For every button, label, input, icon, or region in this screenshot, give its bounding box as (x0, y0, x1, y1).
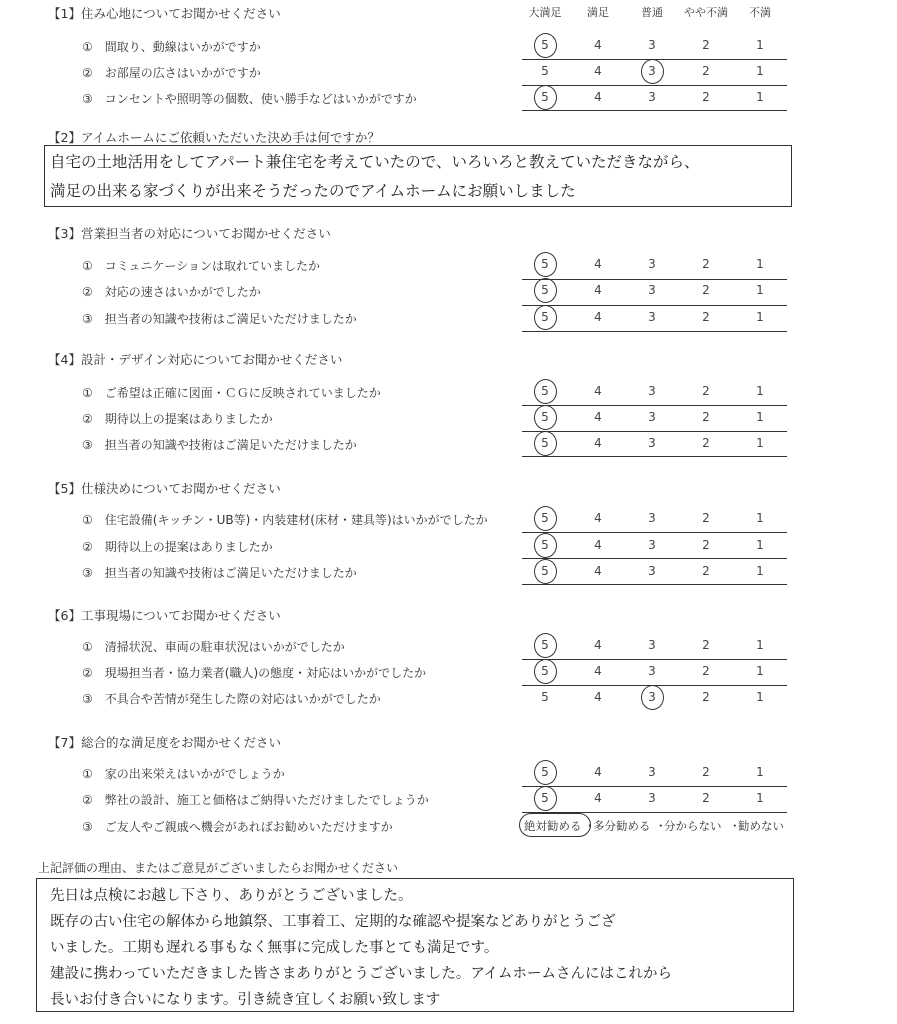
rating-option[interactable]: 2 (702, 310, 710, 324)
rating-option[interactable]: 3 (648, 791, 656, 805)
selected-rating-circle (534, 33, 557, 58)
option-separator: ・ (584, 819, 596, 833)
question-label: ② 期待以上の提案はありましたか (82, 540, 273, 554)
selected-rating-circle (534, 305, 557, 330)
answer-underline (522, 331, 787, 332)
answer-underline (522, 279, 787, 280)
question-label: ② お部屋の広さはいかがですか (82, 66, 261, 80)
rating-option[interactable]: 1 (756, 436, 764, 450)
question-label: ③ コンセントや照明等の個数、使い勝手などはいかがですか (82, 92, 417, 106)
selected-rating-circle (534, 633, 557, 658)
rating-option[interactable]: 4 (594, 64, 602, 78)
section-title: 【3】営業担当者の対応についてお聞かせください (48, 226, 331, 241)
rating-option[interactable]: 3 (648, 38, 656, 52)
question-label: ③ 不具合や苦情が発生した際の対応はいかがでしたか (82, 692, 381, 706)
section-title: 【7】総合的な満足度をお聞かせください (48, 735, 281, 750)
question-label: ② 対応の速さはいかがでしたか (82, 285, 261, 299)
rating-option[interactable]: 3 (648, 664, 656, 678)
rating-option[interactable]: 2 (702, 765, 710, 779)
rating-option[interactable]: 2 (702, 564, 710, 578)
option-separator: ・ (655, 819, 667, 833)
question-label: ③ 担当者の知識や技術はご満足いただけましたか (82, 312, 357, 326)
rating-option[interactable]: 5 (541, 791, 549, 805)
answer-underline (522, 532, 787, 533)
rating-option[interactable]: 1 (756, 511, 764, 525)
selected-rating-circle (641, 59, 664, 84)
rating-option[interactable]: 1 (756, 410, 764, 424)
rating-option[interactable]: 4 (594, 690, 602, 704)
recommend-option[interactable]: 多分勧める (593, 819, 651, 833)
rating-option[interactable]: 1 (756, 664, 764, 678)
question-label: ① 家の出来栄えはいかがでしょうか (82, 767, 285, 781)
selected-rating-circle (534, 506, 557, 531)
rating-option[interactable]: 5 (541, 310, 549, 324)
rating-option[interactable]: 3 (648, 436, 656, 450)
rating-option[interactable]: 5 (541, 90, 549, 104)
rating-option[interactable]: 1 (756, 257, 764, 271)
rating-option[interactable]: 1 (756, 765, 764, 779)
rating-option[interactable]: 1 (756, 791, 764, 805)
rating-option[interactable]: 5 (541, 64, 549, 78)
rating-option[interactable]: 3 (648, 690, 656, 704)
answer-underline (522, 558, 787, 559)
answer-underline (522, 431, 787, 432)
recommend-option[interactable]: 勧めない (738, 819, 784, 833)
rating-option[interactable]: 5 (541, 638, 549, 652)
rating-option[interactable]: 4 (594, 436, 602, 450)
answer-underline (522, 786, 787, 787)
rating-option[interactable]: 1 (756, 90, 764, 104)
question-label: ① 住宅設備(キッチン・UB等)・内装建材(床材・建具等)はいかがでしたか (82, 513, 488, 527)
question-label: ② 弊社の設計、施工と価格はご納得いただけましたでしょうか (82, 793, 429, 807)
rating-option[interactable]: 3 (648, 90, 656, 104)
rating-option[interactable]: 3 (648, 384, 656, 398)
column-header: 普通 (641, 6, 663, 19)
answer-underline (522, 305, 787, 306)
rating-option[interactable]: 5 (541, 765, 549, 779)
handwritten-comment-line: いました。工期も遅れる事もなく無事に完成した事とても満足です。 (50, 940, 499, 956)
question-label: ③ 担当者の知識や技術はご満足いただけましたか (82, 438, 357, 452)
answer-underline (522, 405, 787, 406)
question-label: ① ご希望は正確に図面・ＣＧに反映されていましたか (82, 386, 381, 400)
rating-option[interactable]: 1 (756, 638, 764, 652)
rating-option[interactable]: 5 (541, 564, 549, 578)
rating-option[interactable]: 4 (594, 538, 602, 552)
option-separator: ・ (729, 819, 741, 833)
selected-rating-circle (641, 685, 664, 710)
rating-option[interactable]: 4 (594, 257, 602, 271)
rating-option[interactable]: 2 (702, 791, 710, 805)
answer-underline (522, 85, 787, 86)
rating-option[interactable]: 1 (756, 384, 764, 398)
rating-option[interactable]: 2 (702, 257, 710, 271)
section-title: 【4】設計・デザイン対応についてお聞かせください (48, 352, 343, 367)
rating-option[interactable]: 5 (541, 257, 549, 271)
rating-option[interactable]: 2 (702, 638, 710, 652)
rating-option[interactable]: 4 (594, 791, 602, 805)
question-label: ① 清掃状況、車両の駐車状況はいかがでしたか (82, 640, 345, 654)
selected-rating-circle (534, 252, 557, 277)
handwritten-answer-line: 自宅の土地活用をしてアパート兼住宅を考えていたので、いろいろと教えていただきながら、 (50, 153, 700, 171)
rating-option[interactable]: 5 (541, 538, 549, 552)
rating-option[interactable]: 4 (594, 310, 602, 324)
answer-underline (522, 584, 787, 585)
rating-option[interactable]: 1 (756, 538, 764, 552)
rating-option[interactable]: 2 (702, 64, 710, 78)
rating-option[interactable]: 1 (756, 564, 764, 578)
question-label: ① コミュニケーションは取れていましたか (82, 259, 321, 273)
rating-option[interactable]: 3 (648, 765, 656, 779)
section-title: 【2】アイムホームにご依頼いただいた決め手は何ですか？ (48, 130, 380, 145)
rating-option[interactable]: 3 (648, 564, 656, 578)
rating-option[interactable]: 5 (541, 690, 549, 704)
handwritten-comment-line: 既存の古い住宅の解体から地鎮祭、工事着工、定期的な確認や提案などありがとうござ (50, 914, 616, 930)
rating-option[interactable]: 4 (594, 283, 602, 297)
section-title: 【1】住み心地についてお聞かせください (48, 6, 281, 21)
rating-option[interactable]: 2 (702, 90, 710, 104)
rating-option[interactable]: 1 (756, 310, 764, 324)
selected-rating-circle (534, 431, 557, 456)
rating-option[interactable]: 3 (648, 410, 656, 424)
handwritten-comment-line: 建設に携わっていただきました皆さまありがとうございました。アイムホームさんにはこれから (50, 966, 673, 982)
comments-title: 上記評価の理由、またはご意見がございましたらお聞かせください (38, 861, 399, 875)
rating-option[interactable]: 5 (541, 410, 549, 424)
selected-rating-circle (534, 278, 557, 303)
rating-option[interactable]: 4 (594, 638, 602, 652)
selected-rating-circle (534, 786, 557, 811)
rating-option[interactable]: 5 (541, 384, 549, 398)
selected-rating-circle (534, 659, 557, 684)
column-header: やや不満 (684, 6, 728, 19)
handwritten-comment-line: 先日は点検にお越し下さり、ありがとうございました。 (50, 888, 413, 904)
column-header: 大満足 (528, 6, 562, 19)
rating-option[interactable]: 4 (594, 765, 602, 779)
rating-option[interactable]: 4 (594, 38, 602, 52)
rating-option[interactable]: 3 (648, 638, 656, 652)
rating-option[interactable]: 3 (648, 257, 656, 271)
recommend-option[interactable]: 分からない (664, 819, 722, 833)
rating-option[interactable]: 2 (702, 436, 710, 450)
selected-rating-circle (534, 559, 557, 584)
rating-option[interactable]: 3 (648, 310, 656, 324)
question-label: ③ ご友人やご親戚へ機会があればお勧めいただけますか (82, 820, 393, 834)
rating-option[interactable]: 5 (541, 511, 549, 525)
section-title: 【6】工事現場についてお聞かせください (48, 608, 281, 623)
handwritten-answer-line: 満足の出来る家づくりが出来そうだったのでアイムホームにお願いしました (50, 182, 576, 200)
answer-underline (522, 659, 787, 660)
rating-option[interactable]: 5 (541, 664, 549, 678)
rating-option[interactable]: 3 (648, 511, 656, 525)
rating-option[interactable]: 1 (756, 690, 764, 704)
column-header: 満足 (587, 6, 609, 19)
rating-option[interactable]: 1 (756, 38, 764, 52)
section-title: 【5】仕様決めについてお聞かせください (48, 481, 281, 496)
selected-rating-circle (534, 405, 557, 430)
rating-option[interactable]: 1 (756, 283, 764, 297)
selected-option-circle (519, 813, 591, 837)
question-label: ② 現場担当者・協力業者(職人)の態度・対応はいかがでしたか (82, 666, 427, 680)
question-label: ② 期待以上の提案はありましたか (82, 412, 273, 426)
rating-option[interactable]: 2 (702, 384, 710, 398)
handwritten-comment-line: 長いお付き合いになります。引き続き宜しくお願い致します (50, 992, 441, 1008)
selected-rating-circle (534, 760, 557, 785)
rating-option[interactable]: 5 (541, 436, 549, 450)
question-label: ③ 担当者の知識や技術はご満足いただけましたか (82, 566, 357, 580)
rating-option[interactable]: 5 (541, 283, 549, 297)
rating-option[interactable]: 2 (702, 690, 710, 704)
rating-option[interactable]: 2 (702, 664, 710, 678)
column-header: 不満 (749, 6, 771, 19)
rating-option[interactable]: 4 (594, 410, 602, 424)
rating-option[interactable]: 3 (648, 283, 656, 297)
rating-option[interactable]: 4 (594, 384, 602, 398)
rating-option[interactable]: 4 (594, 564, 602, 578)
rating-option[interactable]: 2 (702, 410, 710, 424)
selected-rating-circle (534, 533, 557, 558)
rating-option[interactable]: 3 (648, 538, 656, 552)
answer-underline (522, 110, 787, 111)
rating-option[interactable]: 2 (702, 538, 710, 552)
answer-underline (522, 456, 787, 457)
rating-option[interactable]: 4 (594, 664, 602, 678)
rating-option[interactable]: 2 (702, 38, 710, 52)
selected-rating-circle (534, 85, 557, 110)
selected-rating-circle (534, 379, 557, 404)
question-label: ① 間取り、動線はいかがですか (82, 40, 261, 54)
rating-option[interactable]: 5 (541, 38, 549, 52)
rating-option[interactable]: 2 (702, 283, 710, 297)
rating-option[interactable]: 4 (594, 90, 602, 104)
rating-option[interactable]: 3 (648, 64, 656, 78)
rating-option[interactable]: 1 (756, 64, 764, 78)
recommend-option[interactable]: 絶対勧める (524, 819, 582, 833)
rating-option[interactable]: 2 (702, 511, 710, 525)
rating-option[interactable]: 4 (594, 511, 602, 525)
